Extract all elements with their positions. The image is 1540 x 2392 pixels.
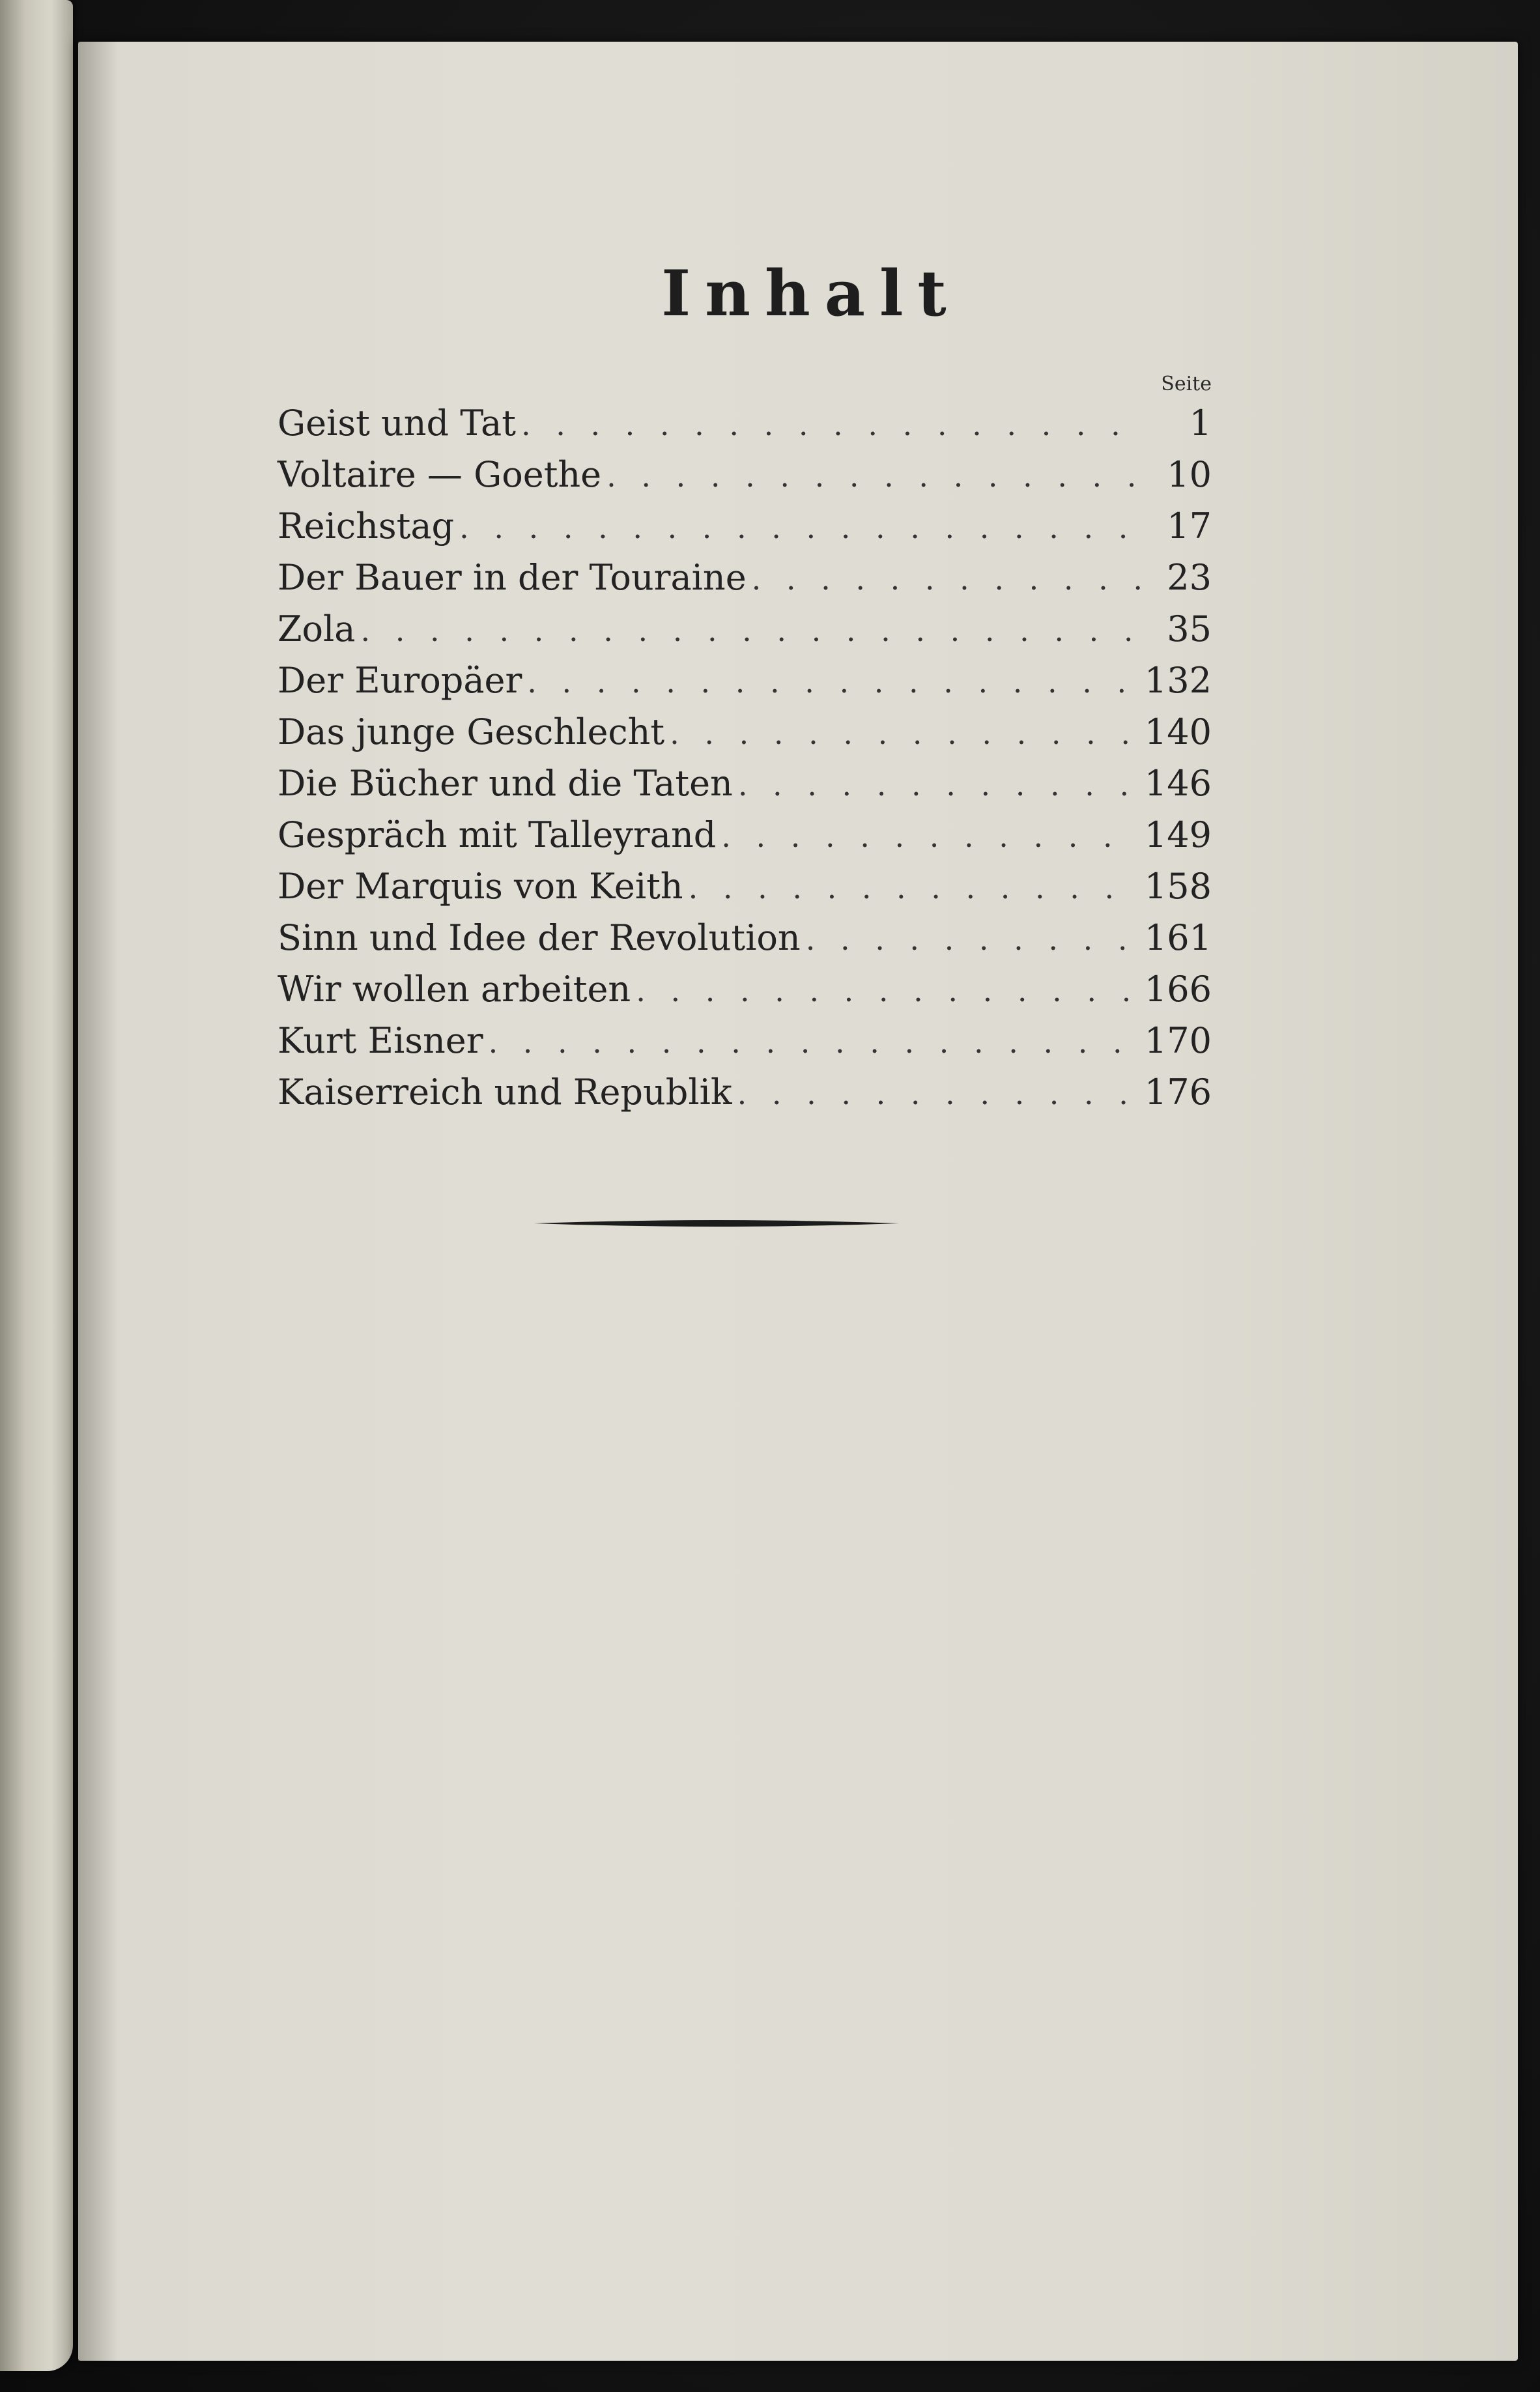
toc-entry bbox=[278, 866, 1212, 917]
toc-entry-page: 161 bbox=[1144, 917, 1212, 958]
ornamental-rule bbox=[534, 1218, 899, 1229]
toc-entry-page: 35 bbox=[1167, 608, 1212, 649]
toc-entry-title: Voltaire — Goethe bbox=[278, 454, 602, 495]
toc-entry-page: 149 bbox=[1144, 814, 1212, 855]
toc-entry-page: 1 bbox=[1189, 403, 1212, 444]
page-column-header: Seite bbox=[1161, 373, 1212, 395]
toc-leader-dots bbox=[806, 922, 1139, 957]
toc-leader-dots bbox=[459, 510, 1141, 545]
toc-entry-page: 17 bbox=[1167, 505, 1212, 547]
toc-leader-dots bbox=[737, 1076, 1139, 1111]
toc-leader-dots bbox=[606, 459, 1141, 494]
toc-leader-dots bbox=[489, 1025, 1139, 1060]
toc-entry-title: Der Marquis von Keith bbox=[278, 866, 683, 907]
toc-leader-dots bbox=[738, 767, 1139, 803]
toc-entry-title: Der Europäer bbox=[278, 660, 522, 701]
toc-entry-title: Geist und Tat bbox=[278, 403, 516, 444]
toc-entry-page: 23 bbox=[1167, 557, 1212, 598]
toc-entry-page: 170 bbox=[1144, 1020, 1212, 1061]
toc-entry bbox=[278, 917, 1212, 969]
toc-entry bbox=[278, 454, 1212, 505]
toc-entry bbox=[278, 1020, 1212, 1072]
toc-entry-title: Kurt Eisner bbox=[278, 1020, 483, 1061]
toc-entry-page: 166 bbox=[1144, 969, 1212, 1010]
toc-entry-page: 176 bbox=[1144, 1072, 1212, 1113]
toc-entry bbox=[278, 969, 1212, 1020]
toc-entry-title: Kaiserreich und Republik bbox=[278, 1072, 732, 1113]
toc-entry bbox=[278, 403, 1212, 454]
toc-entry bbox=[278, 814, 1212, 866]
toc-entry-page: 146 bbox=[1144, 763, 1212, 804]
table-of-contents bbox=[278, 403, 1212, 1123]
facing-page-edge bbox=[0, 0, 73, 2371]
toc-entry-page: 10 bbox=[1167, 454, 1212, 495]
toc-entry-title: Die Bücher und die Taten bbox=[278, 763, 733, 804]
toc-entry bbox=[278, 557, 1212, 608]
toc-entry bbox=[278, 505, 1212, 557]
toc-entry-title: Der Bauer in der Touraine bbox=[278, 557, 747, 598]
toc-entry bbox=[278, 660, 1212, 711]
toc-leader-dots bbox=[521, 407, 1141, 442]
toc-entry-title: Zola bbox=[278, 608, 356, 649]
toc-leader-dots bbox=[361, 613, 1142, 648]
toc-leader-dots bbox=[689, 870, 1139, 905]
toc-entry-page: 140 bbox=[1144, 711, 1212, 752]
toc-leader-dots bbox=[752, 562, 1141, 597]
gutter-shadow bbox=[78, 42, 117, 2361]
book-page bbox=[78, 42, 1518, 2361]
toc-leader-dots bbox=[636, 973, 1139, 1008]
toc-entry-page: 132 bbox=[1144, 660, 1212, 701]
toc-leader-dots bbox=[527, 664, 1139, 700]
toc-leader-dots bbox=[670, 716, 1139, 751]
toc-entry bbox=[278, 763, 1212, 814]
toc-entry bbox=[278, 608, 1212, 660]
toc-entry-title: Gespräch mit Talleyrand bbox=[278, 814, 717, 855]
toc-entry-title: Wir wollen arbeiten bbox=[278, 969, 631, 1010]
page-title: Inhalt bbox=[661, 257, 961, 330]
toc-entry-title: Das junge Geschlecht bbox=[278, 711, 665, 752]
toc-entry bbox=[278, 1072, 1212, 1123]
toc-entry-title: Reichstag bbox=[278, 505, 455, 547]
toc-entry bbox=[278, 711, 1212, 763]
toc-leader-dots bbox=[721, 819, 1139, 854]
toc-entry-title: Sinn und Idee der Revolution bbox=[278, 917, 801, 958]
toc-entry-page: 158 bbox=[1144, 866, 1212, 907]
